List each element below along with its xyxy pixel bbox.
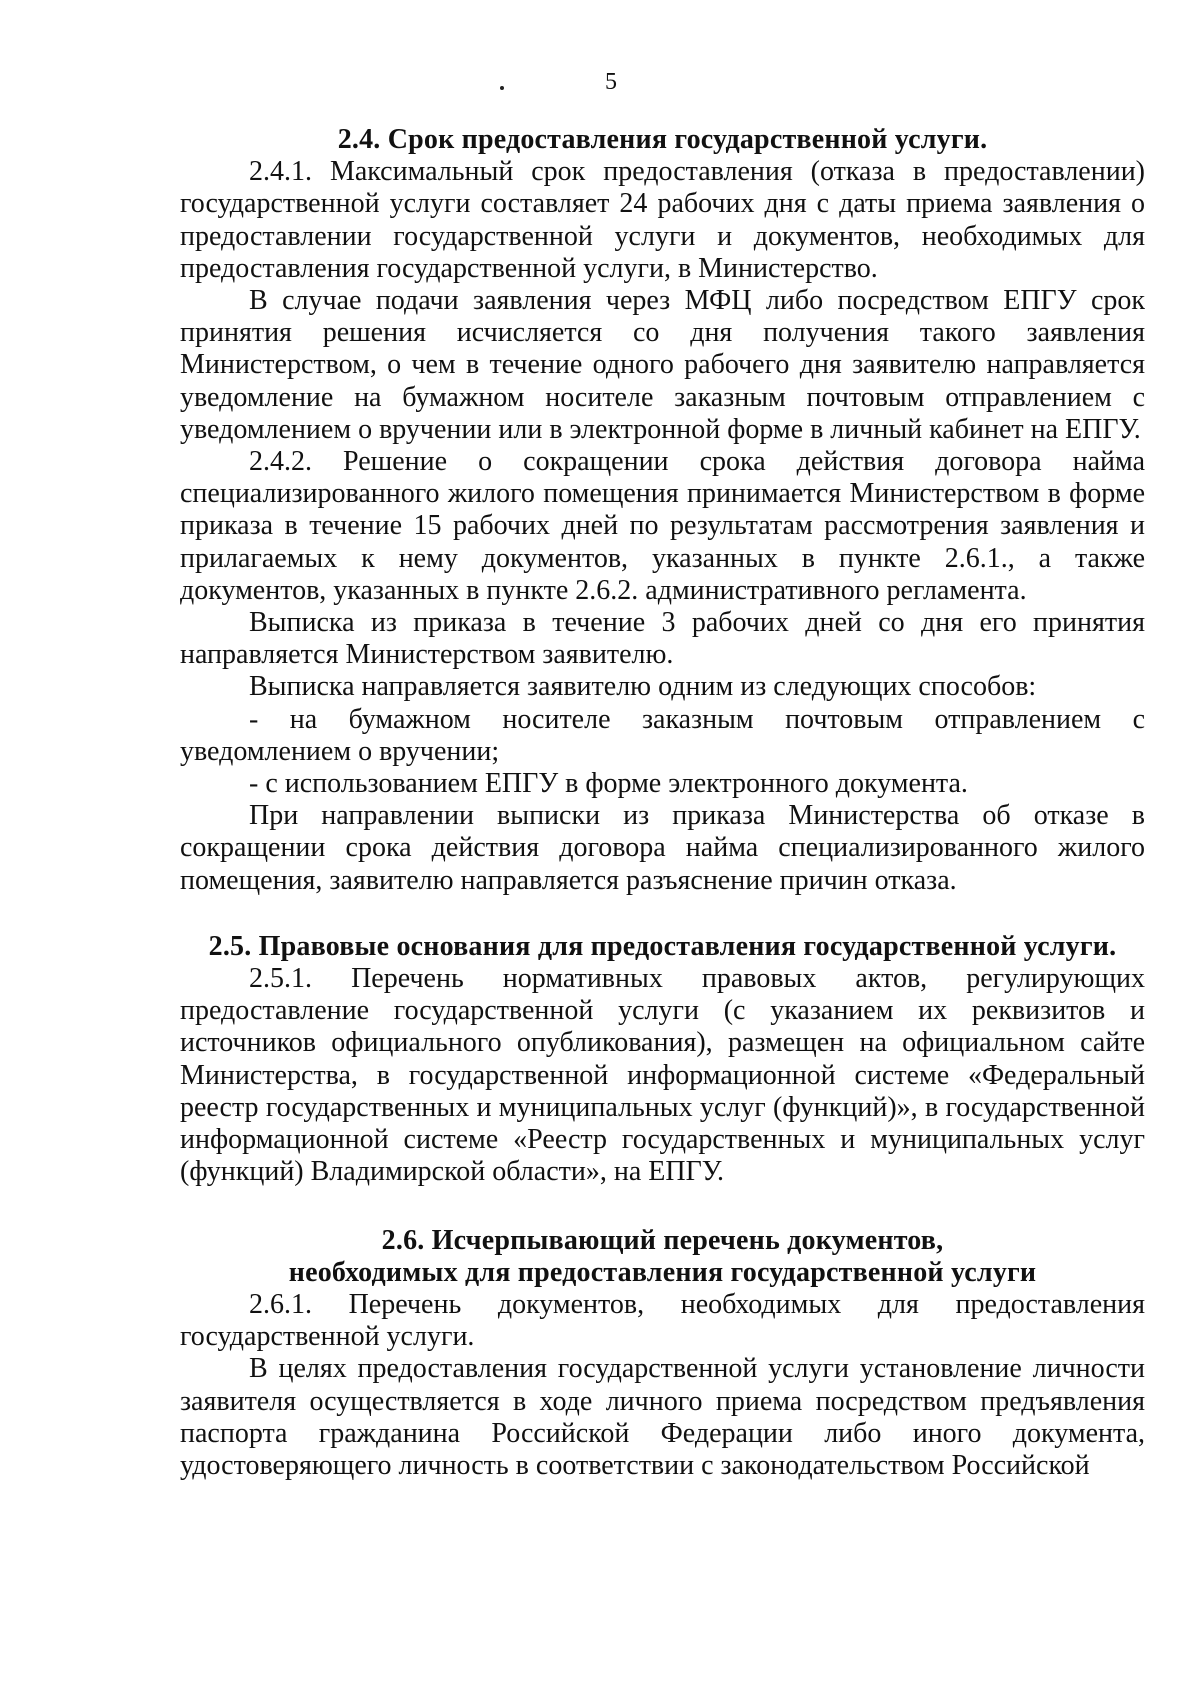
page-number: 5 bbox=[605, 69, 617, 95]
paragraph-delivery-methods: Выписка направляется заявителю одним из следующих способов: bbox=[249, 671, 1037, 703]
paragraph-2-4-2: 2.4.2. Решение о сокращении срока действия договора найма специализированного жилого помещения принимается Министерством в форме приказа в течение 15 рабочих дней по результатам рассмотрения заявления и прилагаемых к нему документов, указанных в пункте 2.6.1., а также документов, указанных в пункте 2.6.2. административного регламента. bbox=[180, 446, 1145, 606]
paragraph-2-4-1-mfc: В случае подачи заявления через МФЦ либо посредством ЕПГУ срок принятия решения исчисляется со дня получения такого заявления Министерством, о чем в течение одного рабочего дня заявителю направляется уведомление на бумажном носителе заказным почтовым отправлением с уведомлением о вручении или в электронной форме в личный кабинет на ЕПГУ. bbox=[180, 285, 1145, 445]
paragraph-refusal-explanation: При направлении выписки из приказа Министерства об отказе в сокращении срока действия договора найма специализированного жилого помещения, заявителю направляется разъяснение причин отказа. bbox=[180, 800, 1145, 896]
document-body bbox=[180, 124, 1145, 1482]
section-spacer bbox=[180, 1189, 1145, 1225]
paragraph-2-5-1: 2.5.1. Перечень нормативных правовых актов, регулирующих предоставление государственной услуги (с указанием их реквизитов и источников официального опубликования), размещен на официальном сайте Министерства, в государственной информационной системе «Федеральный реестр государственных и муниципальных услуг (функций)», в государственной информационной системе «Реестр государственных и муниципальных услуг (функций) Владимирской области», на ЕПГУ. bbox=[180, 963, 1145, 1188]
section-heading-2-6-line2: необходимых для предоставления государственной услуги bbox=[288, 1256, 1037, 1288]
list-item-paper-delivery: - на бумажном носителе заказным почтовым отправлением с уведомлением о вручении; bbox=[180, 703, 1145, 767]
list-item-epgu-delivery: - с использованием ЕПГУ в форме электронного документа. bbox=[249, 768, 968, 800]
section-heading-2-4: 2.4. Срок предоставления государственной услуги. bbox=[337, 124, 988, 155]
paragraph-2-6-1: 2.6.1. Перечень документов, необходимых для предоставления государственной услуги. bbox=[180, 1288, 1145, 1353]
section-spacer bbox=[180, 897, 1145, 931]
paragraph-2-4-1: 2.4.1. Максимальный срок предоставления (отказа в предоставлении) государственной услуги составляет 24 рабочих дня с даты приема заявления о предоставлении государственной услуги и документов, необходимых для предоставления государственной услуги, в Министерство. bbox=[180, 156, 1145, 284]
paragraph-identity-verification: В целях предоставления государственной услуги установление личности заявителя осуществляется в ходе личного приема посредством предъявления паспорта гражданина Российской Федерации либо иного документа, удостоверяющего личность в соответствии с законодательством Российской bbox=[180, 1353, 1145, 1481]
section-heading-2-5: 2.5. Правовые основания для предоставления государственной услуги. bbox=[208, 930, 1117, 962]
paragraph-extract-deadline: Выписка из приказа в течение 3 рабочих дней со дня его принятия направляется Министерством заявителю. bbox=[180, 607, 1145, 671]
section-heading-2-6-line1: 2.6. Исчерпывающий перечень документов, bbox=[381, 1224, 944, 1256]
